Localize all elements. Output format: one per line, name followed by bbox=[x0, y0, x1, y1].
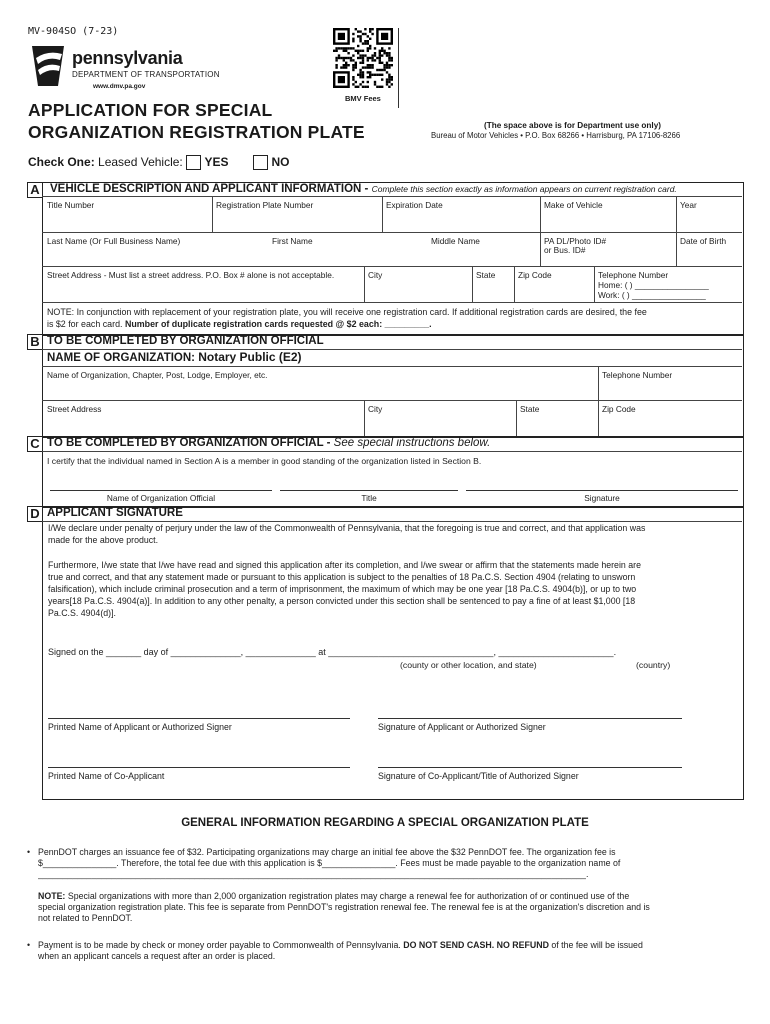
dept-use-divider bbox=[398, 28, 399, 108]
a-r3-div3 bbox=[514, 266, 515, 302]
dl-id-field[interactable]: PA DL/Photo ID# bbox=[544, 236, 607, 246]
org-state-field[interactable]: State bbox=[520, 404, 540, 414]
furthermore-line2: true and correct, and that any statement made or pursuant to this application is subject to the penalties of 18 Pa.C.S. Section 4904 (relating to unsworn bbox=[48, 572, 636, 582]
work-phone-field[interactable]: Work: ( ) ________________ bbox=[598, 290, 706, 300]
keystone-logo-icon bbox=[28, 44, 68, 88]
logo-wordmark: pennsylvania bbox=[72, 48, 183, 68]
section-c-title: TO BE COMPLETED BY ORGANIZATION OFFICIAL - bbox=[47, 437, 331, 449]
section-a-header bbox=[50, 183, 677, 195]
printed-name-line[interactable] bbox=[48, 718, 350, 719]
org-city-field[interactable]: City bbox=[368, 404, 383, 414]
bullet-1-icon: • bbox=[27, 847, 31, 857]
b-r2-div2 bbox=[516, 400, 517, 436]
street-address-field[interactable]: Street Address - Must list a street address. P.O. Box # alone is not acceptable. bbox=[47, 270, 335, 280]
form-code: MV-904SO (7-23) bbox=[28, 26, 119, 37]
general-info-heading: GENERAL INFORMATION REGARDING A SPECIAL ORGANIZATION PLATE bbox=[181, 817, 589, 829]
dept-use-address: Bureau of Motor Vehicles • P.O. Box 68266 • Harrisburg, PA 17106-8266 bbox=[431, 131, 681, 140]
section-d-header: APPLICANT SIGNATURE bbox=[47, 507, 183, 519]
official-signature-line[interactable] bbox=[466, 490, 738, 491]
first-name-field[interactable]: First Name bbox=[272, 236, 313, 246]
official-name-label: Name of Organization Official bbox=[106, 493, 216, 503]
dept-use-heading: (The space above is for Department use only) bbox=[484, 121, 661, 130]
co-applicant-signature-line[interactable] bbox=[378, 767, 682, 768]
declare-line1: I/We declare under penalty of perjury under the law of the Commonwealth of Pennsylvania, that the foregoing is true and correct, and that application was bbox=[48, 523, 646, 533]
org-name-row bbox=[47, 350, 302, 364]
title-number-field[interactable]: Title Number bbox=[47, 200, 95, 210]
yes-label: YES bbox=[204, 155, 229, 169]
home-phone-field[interactable]: Home: ( ) ________________ bbox=[598, 280, 709, 290]
furthermore-line1: Furthermore, I/we state that I/we have read and signed this application after its completion, and I/we swear or affirm that the statements made herein are bbox=[48, 560, 641, 570]
plate-number-field[interactable]: Registration Plate Number bbox=[216, 200, 314, 210]
a-row1-rule bbox=[42, 232, 742, 233]
section-a-header-rule bbox=[42, 196, 742, 197]
form-title-line1: APPLICATION FOR SPECIAL bbox=[28, 100, 273, 120]
furthermore-line5: Pa.C.S. 4904(d)]. bbox=[48, 608, 116, 618]
b-r1-div bbox=[598, 366, 599, 400]
form-title-line2: ORGANIZATION REGISTRATION PLATE bbox=[28, 122, 365, 142]
leased-vehicle-label: Leased Vehicle: bbox=[98, 155, 183, 169]
a-r1-div2 bbox=[382, 196, 383, 232]
country-label: (country) bbox=[636, 660, 671, 670]
signed-on-line[interactable]: Signed on the _______ day of ______________, ______________ at _________________________________, _______________________. bbox=[48, 647, 617, 657]
a-row2-rule bbox=[42, 266, 742, 267]
year-field[interactable]: Year bbox=[680, 200, 697, 210]
org-chapter-field[interactable]: Name of Organization, Chapter, Post, Lodge, Employer, etc. bbox=[47, 370, 268, 380]
telephone-label: Telephone Number bbox=[598, 270, 669, 280]
official-title-label: Title bbox=[361, 493, 377, 503]
fee-line2[interactable]: $_______________. Therefore, the total fee due with this application is $_______________. Fees must be made payable to the organization name of bbox=[38, 858, 621, 868]
no-label: NO bbox=[271, 155, 290, 169]
county-label: (county or other location, and state) bbox=[400, 660, 537, 670]
a-row3-rule bbox=[42, 302, 742, 303]
a-r3-div4 bbox=[594, 266, 595, 302]
duplicate-cards-field[interactable]: Number of duplicate registration cards requested @ $2 each: _________. bbox=[124, 319, 432, 329]
a-r1-div3 bbox=[540, 196, 541, 232]
official-name-line[interactable] bbox=[50, 490, 272, 491]
a-r2-div1 bbox=[540, 232, 541, 266]
middle-name-field[interactable]: Middle Name bbox=[431, 236, 480, 246]
furthermore-line3: falsification), which include criminal prosecution and a term of imprisonment, the maximum of which may be one year [18 Pa.C.S. 4904(b)], or up to two bbox=[48, 584, 637, 594]
section-c-letter: C bbox=[27, 436, 43, 452]
section-c-header-rule bbox=[42, 451, 742, 452]
org-name-value[interactable]: Notary Public (E2) bbox=[198, 350, 302, 364]
fee-line1: PennDOT charges an issuance fee of $32. Participating organizations may charge an initial fee above the $32 PennDOT fee. The organization fee is bbox=[38, 847, 616, 857]
qr-caption: BMV Fees bbox=[345, 94, 381, 103]
co-applicant-name-line[interactable] bbox=[48, 767, 350, 768]
org-name-label: NAME OF ORGANIZATION: bbox=[47, 352, 195, 364]
official-title-line[interactable] bbox=[280, 490, 458, 491]
org-street-field[interactable]: Street Address bbox=[47, 404, 102, 414]
section-d-letter: D bbox=[27, 506, 43, 522]
fee-line3[interactable]: ________________________________________________________________________________________________________________. bbox=[38, 869, 589, 879]
section-b-letter: B bbox=[27, 334, 43, 350]
section-b-header: TO BE COMPLETED BY ORGANIZATION OFFICIAL bbox=[47, 335, 324, 347]
org-zip-field[interactable]: Zip Code bbox=[602, 404, 636, 414]
a-r3-div1 bbox=[364, 266, 365, 302]
renewal-note-label: NOTE: bbox=[38, 891, 66, 901]
b-row1-rule bbox=[42, 400, 742, 401]
printed-name-label: Printed Name of Applicant or Authorized Signer bbox=[48, 722, 232, 732]
refund-text: of the fee will be issued bbox=[551, 940, 643, 950]
note-line2-text: is $2 for each card. bbox=[47, 319, 123, 329]
payment-text: Payment is to be made by check or money order payable to Commonwealth of Pennsylvania. bbox=[38, 940, 401, 950]
no-cash-warning: DO NOT SEND CASH. NO REFUND bbox=[403, 940, 549, 950]
zip-field[interactable]: Zip Code bbox=[518, 270, 552, 280]
bullet-2-icon: • bbox=[27, 940, 31, 950]
note-line2 bbox=[47, 318, 432, 330]
a-r3-div2 bbox=[472, 266, 473, 302]
bus-id-label: or Bus. ID# bbox=[544, 245, 586, 255]
dob-field[interactable]: Date of Birth bbox=[680, 236, 727, 246]
section-a-letter: A bbox=[27, 182, 43, 198]
logo-url: www.dmv.pa.gov bbox=[93, 83, 146, 90]
state-field[interactable]: State bbox=[476, 270, 496, 280]
expiration-date-field[interactable]: Expiration Date bbox=[386, 200, 443, 210]
co-applicant-signature-label: Signature of Co-Applicant/Title of Authorized Signer bbox=[378, 771, 579, 781]
furthermore-line4: years[18 Pa.C.S. 4904(a)]. In addition to any other penalty, a person convicted under this section shall be sentenced to pay a fine of at least $1,000 [18 bbox=[48, 596, 636, 606]
section-c-note: See special instructions below. bbox=[333, 437, 491, 449]
b-r2-div1 bbox=[364, 400, 365, 436]
qr-code bbox=[333, 28, 393, 88]
last-name-field[interactable]: Last Name (Or Full Business Name) bbox=[47, 236, 181, 246]
b-orgname-rule bbox=[42, 366, 742, 367]
yes-checkbox[interactable] bbox=[186, 155, 201, 170]
applicant-signature-label: Signature of Applicant or Authorized Signer bbox=[378, 722, 546, 732]
renewal-note-line2: special organization registration plate. This fee is separate from PennDOT's registration renewal fee. The renewal fee is at the organization's discretion and is bbox=[38, 902, 650, 912]
official-signature-label: Signature bbox=[584, 493, 620, 503]
b-r2-div3 bbox=[598, 400, 599, 436]
no-checkbox[interactable] bbox=[253, 155, 268, 170]
renewal-note-text1: Special organizations with more than 2,000 organization registration plates may charge a renewal fee for authorization of or continued use of the bbox=[67, 891, 630, 901]
payment-line2: when an applicant cancels a request after an order is placed. bbox=[38, 951, 276, 961]
check-one-row bbox=[28, 155, 290, 170]
co-applicant-name-label: Printed Name of Co-Applicant bbox=[48, 771, 165, 781]
declare-line2: made for the above product. bbox=[48, 535, 159, 545]
a-r1-div1 bbox=[212, 196, 213, 232]
org-telephone-field[interactable]: Telephone Number bbox=[602, 370, 673, 380]
section-c-header bbox=[47, 437, 490, 449]
certify-text: I certify that the individual named in Section A is a member in good standing of the organization listed in Section B. bbox=[47, 456, 482, 466]
city-field[interactable]: City bbox=[368, 270, 383, 280]
applicant-signature-line[interactable] bbox=[378, 718, 682, 719]
a-r2-div2 bbox=[676, 232, 677, 266]
make-field[interactable]: Make of Vehicle bbox=[544, 200, 603, 210]
section-a-title: VEHICLE DESCRIPTION AND APPLICANT INFORMATION - bbox=[50, 183, 369, 195]
check-one-label: Check One: bbox=[28, 155, 95, 169]
renewal-note-line3: not related to PennDOT. bbox=[38, 913, 133, 923]
note-line1: NOTE: In conjunction with replacement of your registration plate, you will receive one registration card. If additional registration cards are desired, the fee bbox=[47, 307, 647, 317]
section-a-note: Complete this section exactly as information appears on current registration card. bbox=[371, 184, 677, 194]
a-r1-div4 bbox=[676, 196, 677, 232]
logo-department: DEPARTMENT OF TRANSPORTATION bbox=[72, 70, 220, 79]
